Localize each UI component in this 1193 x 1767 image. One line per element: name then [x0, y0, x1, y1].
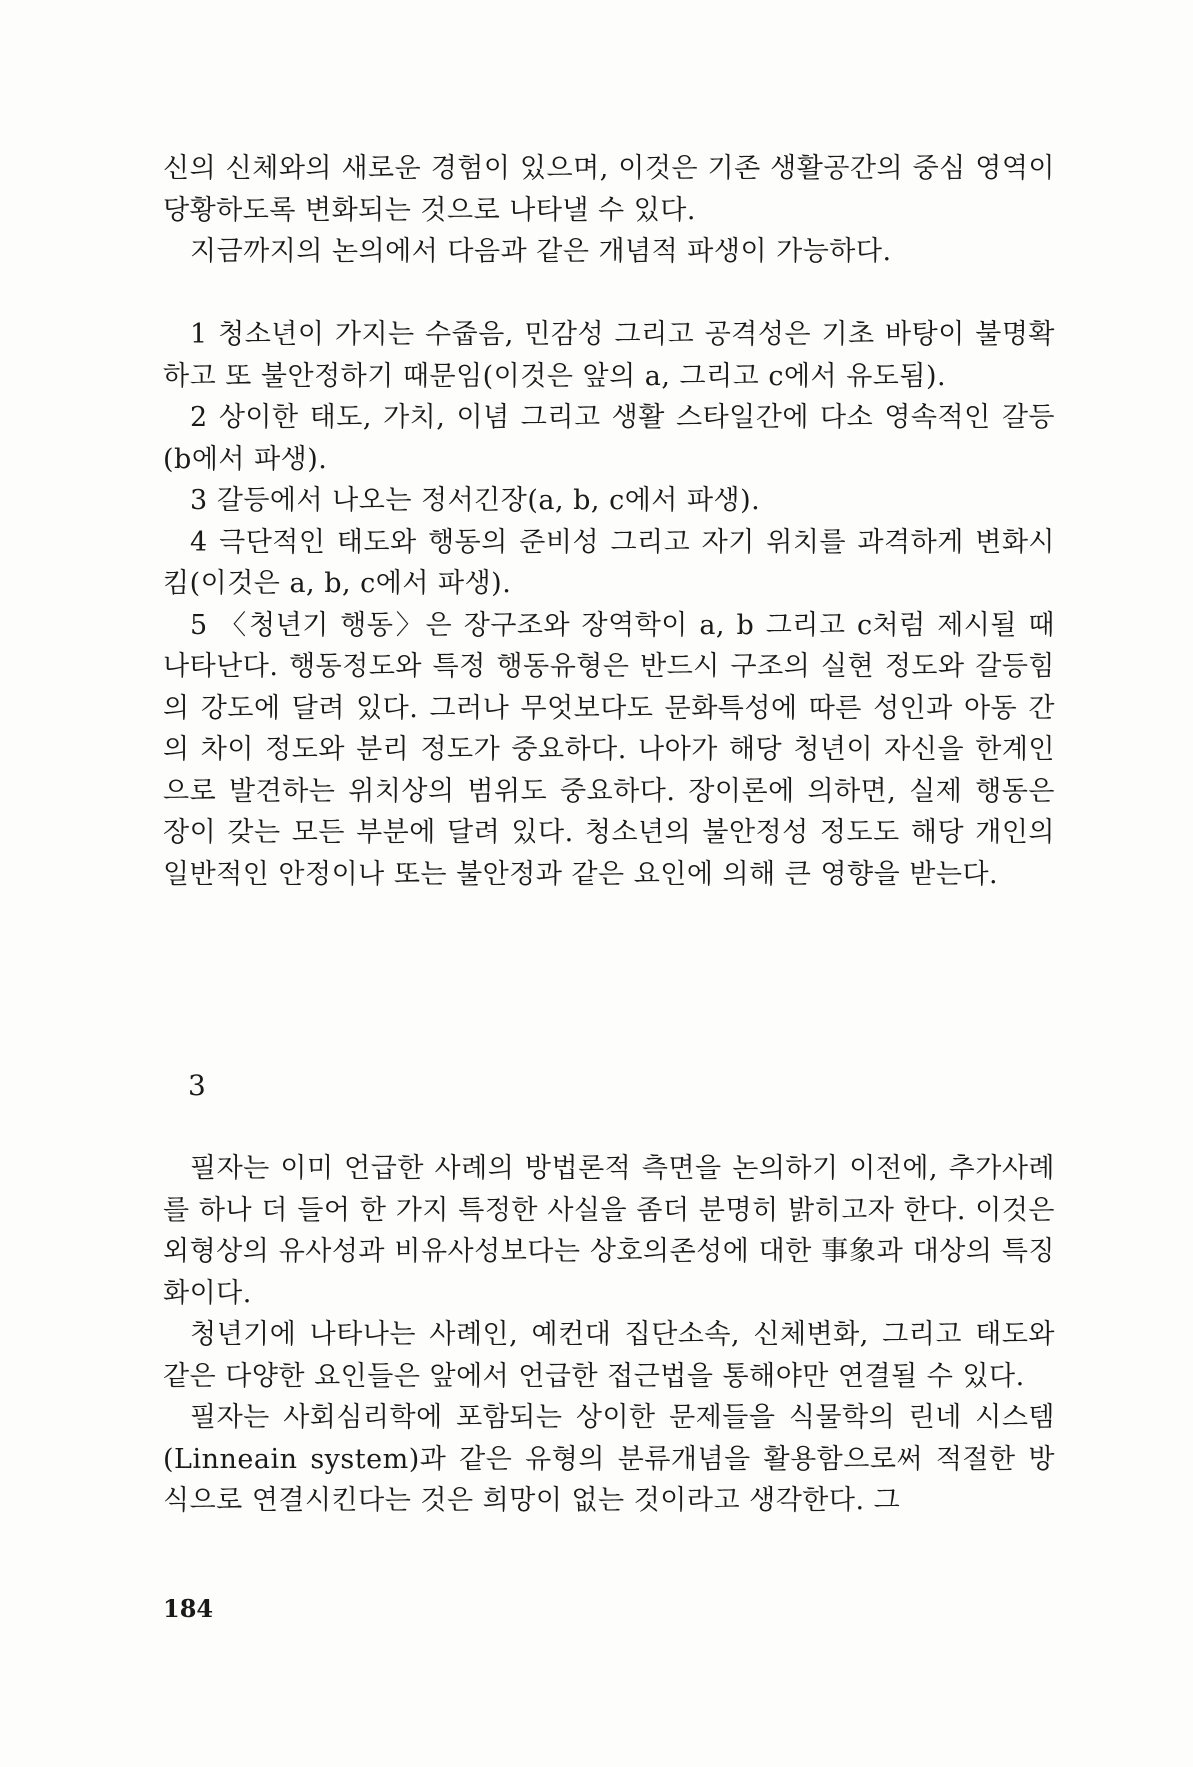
list-item: 1 청소년이 가지는 수줍음, 민감성 그리고 공격성은 기초 바탕이 불명확하고 또 불안정하기 때문임(이것은 앞의 a, 그리고 c에서 유도됨).: [163, 319, 1055, 392]
list-item: 3 갈등에서 나오는 정서긴장(a, b, c에서 파생).: [190, 485, 761, 516]
page-number: 184: [163, 1594, 214, 1623]
paragraph: 청년기에 나타나는 사례인, 예컨대 집단소속, 신체변화, 그리고 태도와 같은 다양한 요인들은 앞에서 언급한 접근법을 통해야만 연결될 수 있다.: [163, 1319, 1055, 1392]
list-item: 2 상이한 태도, 가치, 이념 그리고 생활 스타일간에 다소 영속적인 갈등(b에서 파생).: [163, 402, 1055, 475]
derivation-list: [163, 314, 1055, 895]
list-item: 4 극단적인 태도와 행동의 준비성 그리고 자기 위치를 과격하게 변화시킴(이것은 a, b, c에서 파생).: [163, 526, 1055, 599]
section-3-text-block: [163, 1148, 1055, 1522]
paragraph: 필자는 이미 언급한 사례의 방법론적 측면을 논의하기 이전에, 추가사례를 하나 더 들어 한 가지 특정한 사실을 좀더 분명히 밝히고자 한다. 이것은 외형상의 유사성과 비유사성보다는 상호의존성에 대한 事象과 대상의 특징화이다.: [163, 1153, 1055, 1309]
top-text-block: [163, 148, 1055, 273]
list-item: 5 〈청년기 행동〉은 장구조와 장역학이 a, b 그리고 c처럼 제시될 때 나타난다. 행동정도와 특정 행동유형은 반드시 구조의 실현 정도와 갈등힘의 강도에 달려 있다. 그러나 무엇보다도 문화특성에 따른 성인과 아동 간의 차이 정도와 분리 정도가 중요하다. 나아가 해당 청년이 자신을 한계인으로 발견하는 위치상의 범위도 중요하다. 장이론에 의하면, 실제 행동은 장이 갖는 모든 부분에 달려 있다. 청소년의 불안정성 정도도 해당 개인의 일반적인 안정이나 또는 불안정과 같은 요인에 의해 큰 영향을 받는다.: [163, 609, 1055, 890]
section-number: 3: [188, 1069, 206, 1102]
paragraph: 필자는 사회심리학에 포함되는 상이한 문제들을 식물학의 린네 시스템(Linneain system)과 같은 유형의 분류개념을 활용함으로써 적절한 방식으로 연결시킨다는 것은 희망이 없는 것이라고 생각한다. 그: [163, 1402, 1055, 1516]
paragraph: 지금까지의 논의에서 다음과 같은 개념적 파생이 가능하다.: [190, 236, 892, 267]
paragraph: 신의 신체와의 새로운 경험이 있으며, 이것은 기존 생활공간의 중심 영역이 당황하도록 변화되는 것으로 나타낼 수 있다.: [163, 153, 1055, 226]
